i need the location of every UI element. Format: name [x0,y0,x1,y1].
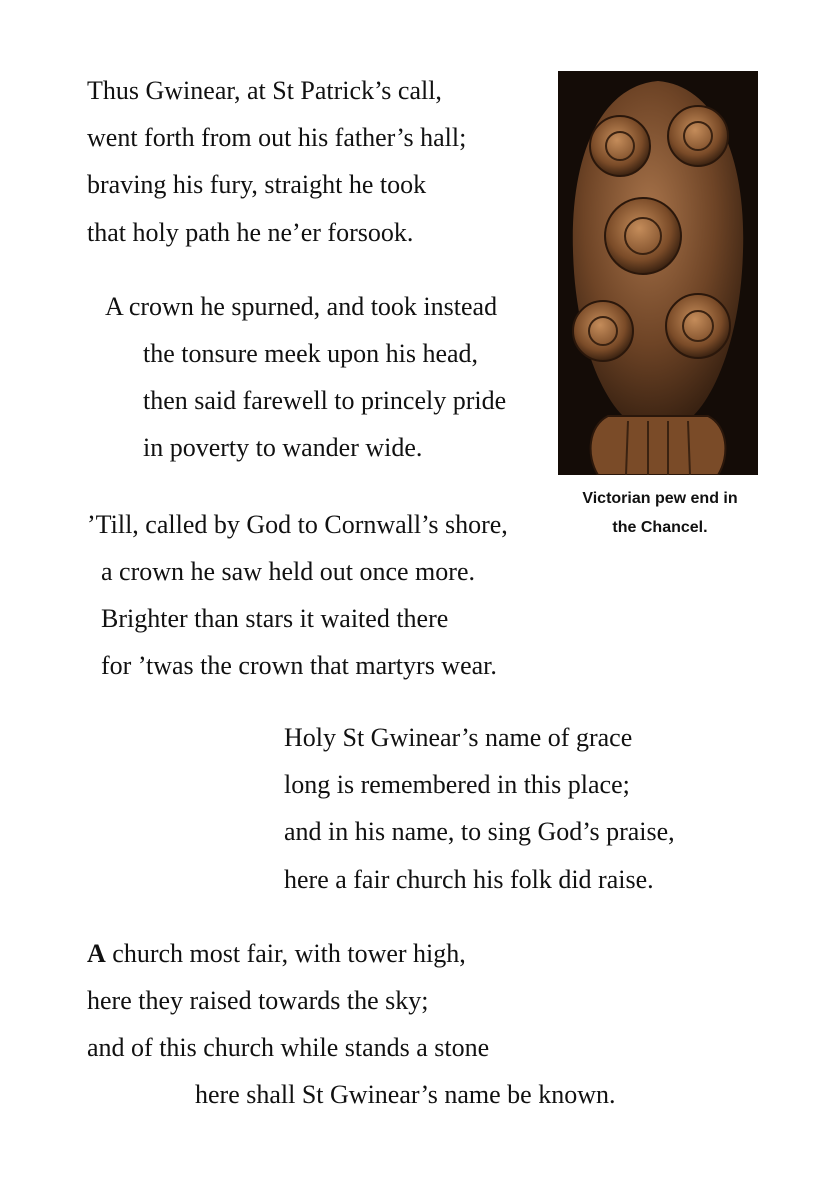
figure-caption [560,484,760,542]
stanza1-line1: Thus Gwinear, at St Patrick’s call, [87,76,442,105]
stanza3-line2: a crown he saw held out once more. [101,557,475,586]
stanza3-line3: Brighter than stars it waited there [101,604,449,633]
stanza2-line2: the tonsure meek upon his head, [143,339,479,368]
stanza5-line2: here they raised towards the sky; [87,986,429,1015]
stanza4-line1: Holy St Gwinear’s name of grace [284,723,633,752]
stanza4-line3: and in his name, to sing God’s praise, [284,817,675,846]
stanza5-initial: A [87,939,106,968]
stanza3-line1: ’Till, called by God to Cornwall’s shore, [87,510,508,539]
stanza5-line3: and of this church while stands a stone [87,1033,490,1062]
stanza2-line4: in poverty to wander wide. [143,433,423,462]
stanza1-line3: braving his fury, straight he took [87,170,427,199]
pew-end-photo [558,71,758,475]
stanza5-line1-rest: church most fair, with tower high, [105,939,466,968]
stanza2-line3: then said farewell to princely pride [143,386,507,415]
stanza5-line1 [87,939,466,969]
stanza5-line4: here shall St Gwinear’s name be known. [195,1080,616,1109]
stanza1-line4: that holy path he ne’er forsook. [87,218,414,247]
caption-line2: the Chancel. [612,519,708,536]
stanza2-line1: A crown he spurned, and took instead [105,292,498,321]
stanza4-line4: here a fair church his folk did raise. [284,865,654,894]
stanza1-line2: went forth from out his father’s hall; [87,123,467,152]
caption-line1: Victorian pew end in [582,490,738,507]
pew-end-carving-image [558,71,758,475]
stanza4-line2: long is remembered in this place; [284,770,630,799]
stanza3-line4: for ’twas the crown that martyrs wear. [101,651,497,680]
